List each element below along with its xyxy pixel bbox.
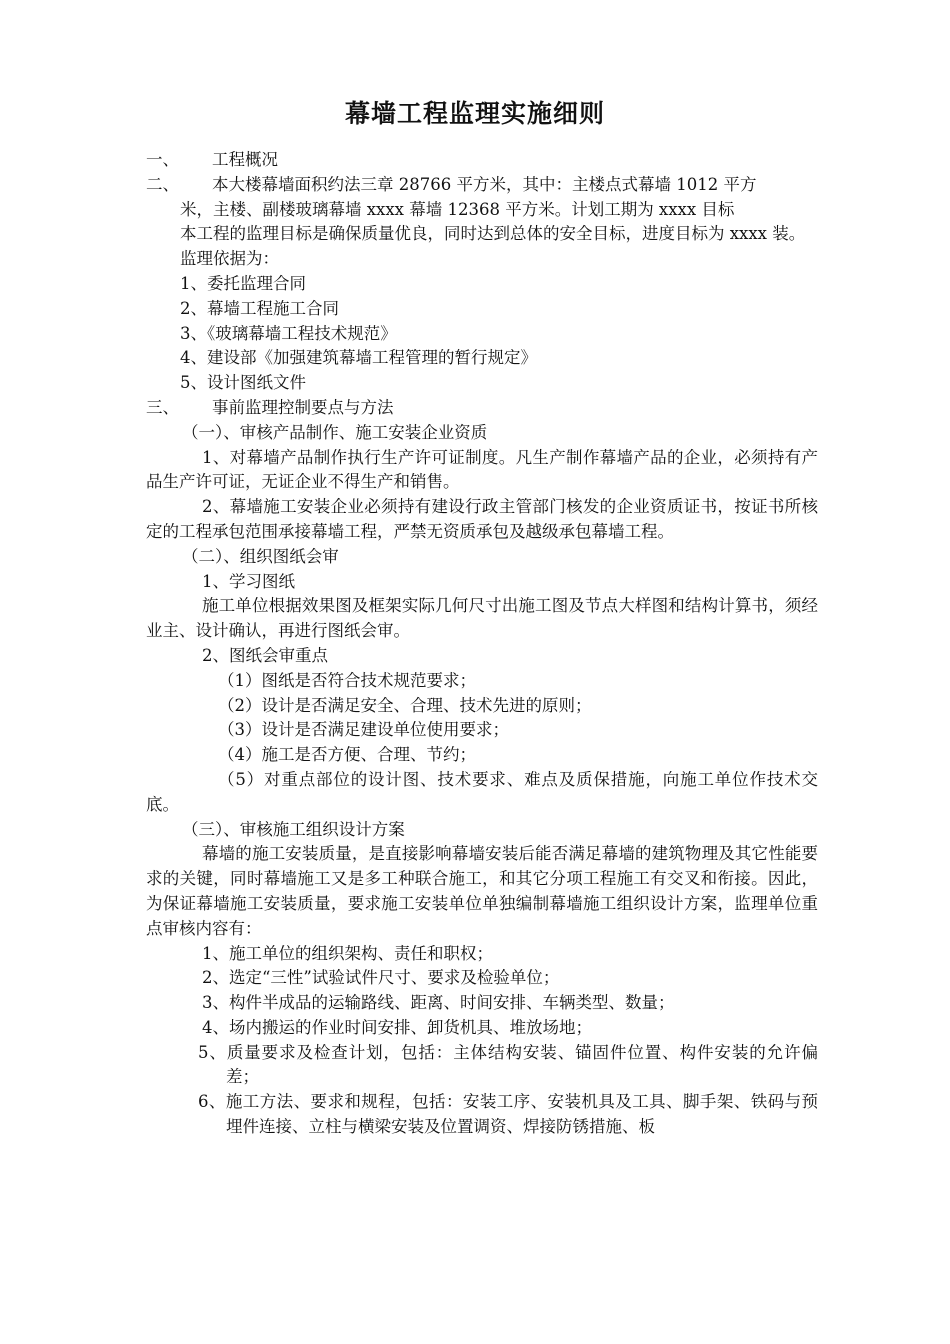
- section-scope-line-2: 米，主楼、副楼玻璃幕墙 xxxx 幕墙 12368 平方米。计划工期为 xxxx 目标: [180, 199, 735, 219]
- supervision-basis-intro: 监理依据为：: [180, 249, 279, 269]
- review-point: （4）施工是否方便、合理、节约；: [218, 745, 476, 765]
- qualification-paragraph-1: 1、对幕墙产品制作执行生产许可证制度。凡生产制作幕墙产品的企业，必须持有产品生产许可证，无证企业不得生产和销售。: [146, 447, 818, 492]
- section-scope-line-1: 二、 本大楼幕墙面积约法三章 28766 平方米，其中：主楼点式幕墙 1012 平方: [146, 174, 757, 194]
- plan-review-item: 5、质量要求及检查计划，包括：主体结构安装、锚固件位置、构件安装的允许偏差；: [198, 1042, 818, 1087]
- document-body: [146, 148, 818, 1140]
- subsection-heading-construction-plan: （三）、审核施工组织设计方案: [182, 819, 405, 839]
- drawing-review-paragraph: 施工单位根据效果图及框架实际几何尺寸出施工图及节点大样图和结构计算书，须经业主、设计确认，再进行图纸会审。: [146, 596, 818, 641]
- plan-review-item: 6、施工方法、要求和规程，包括：安装工序、安装机具及工具、脚手架、铁码与预埋件连接、立柱与横梁安装及位置调资、焊接防锈措施、板: [198, 1092, 818, 1137]
- document-title: 幕墙工程监理实施细则: [344, 99, 605, 128]
- plan-review-item: 2、选定“三性”试验试件尺寸、要求及检验单位；: [202, 968, 560, 988]
- drawing-review-item-1: 1、学习图纸: [202, 571, 295, 591]
- qualification-paragraph-2: 2、幕墙施工安装企业必须持有建设行政主管部门核发的企业资质证书，按证书所核定的工程承包范围承接幕墙工程，严禁无资质承包及越级承包幕墙工程。: [146, 497, 818, 541]
- subsection-heading-drawing-review: （二）、组织图纸会审: [182, 546, 339, 566]
- subsection-heading-qualification: （一）、审核产品制作、施工安装企业资质: [182, 422, 488, 442]
- basis-list-item: 2、幕墙工程施工合同: [180, 298, 339, 318]
- basis-list-item: 5、设计图纸文件: [180, 373, 306, 393]
- basis-list-item: 1、委托监理合同: [180, 273, 306, 293]
- review-point: （5）对重点部位的设计图、技术要求、难点及质保措施，向施工单位作技术交底。: [146, 769, 818, 814]
- plan-review-item: 1、施工单位的组织架构、责任和职权；: [202, 943, 493, 963]
- review-point: （1）图纸是否符合技术规范要求；: [218, 670, 476, 690]
- section-heading-pre-control: 三、 事前监理控制要点与方法: [146, 397, 394, 417]
- review-point: （3）设计是否满足建设单位使用要求；: [218, 720, 509, 740]
- drawing-review-item-2: 2、图纸会审重点: [202, 645, 328, 665]
- plan-review-item: 4、场内搬运的作业时间安排、卸货机具、堆放场地；: [202, 1017, 592, 1037]
- section-heading-overview: 一、 工程概况: [146, 150, 278, 169]
- supervision-goal-paragraph: 本工程的监理目标是确保质量优良，同时达到总体的安全目标，进度目标为 xxxx 装。: [180, 224, 806, 244]
- plan-review-item: 3、构件半成品的运输路线、距离、时间安排、车辆类型、数量；: [202, 993, 675, 1013]
- basis-list-item: 4、建设部《加强建筑幕墙工程管理的暂行规定》: [180, 348, 537, 368]
- review-point: （2）设计是否满足安全、合理、技术先进的原则；: [218, 695, 592, 715]
- basis-list-item: 3、《玻璃幕墙工程技术规范》: [180, 323, 397, 343]
- construction-plan-paragraph: 幕墙的施工安装质量，是直接影响幕墙安装后能否满足幕墙的建筑物理及其它性能要求的关键，同时幕墙施工又是多工种联合施工，和其它分项工程施工有交叉和衔接。因此，为保证幕墙施工安装质量，要求施工安装单位单独编制幕墙施工组织设计方案，监理单位重点审核内容有：: [146, 844, 818, 938]
